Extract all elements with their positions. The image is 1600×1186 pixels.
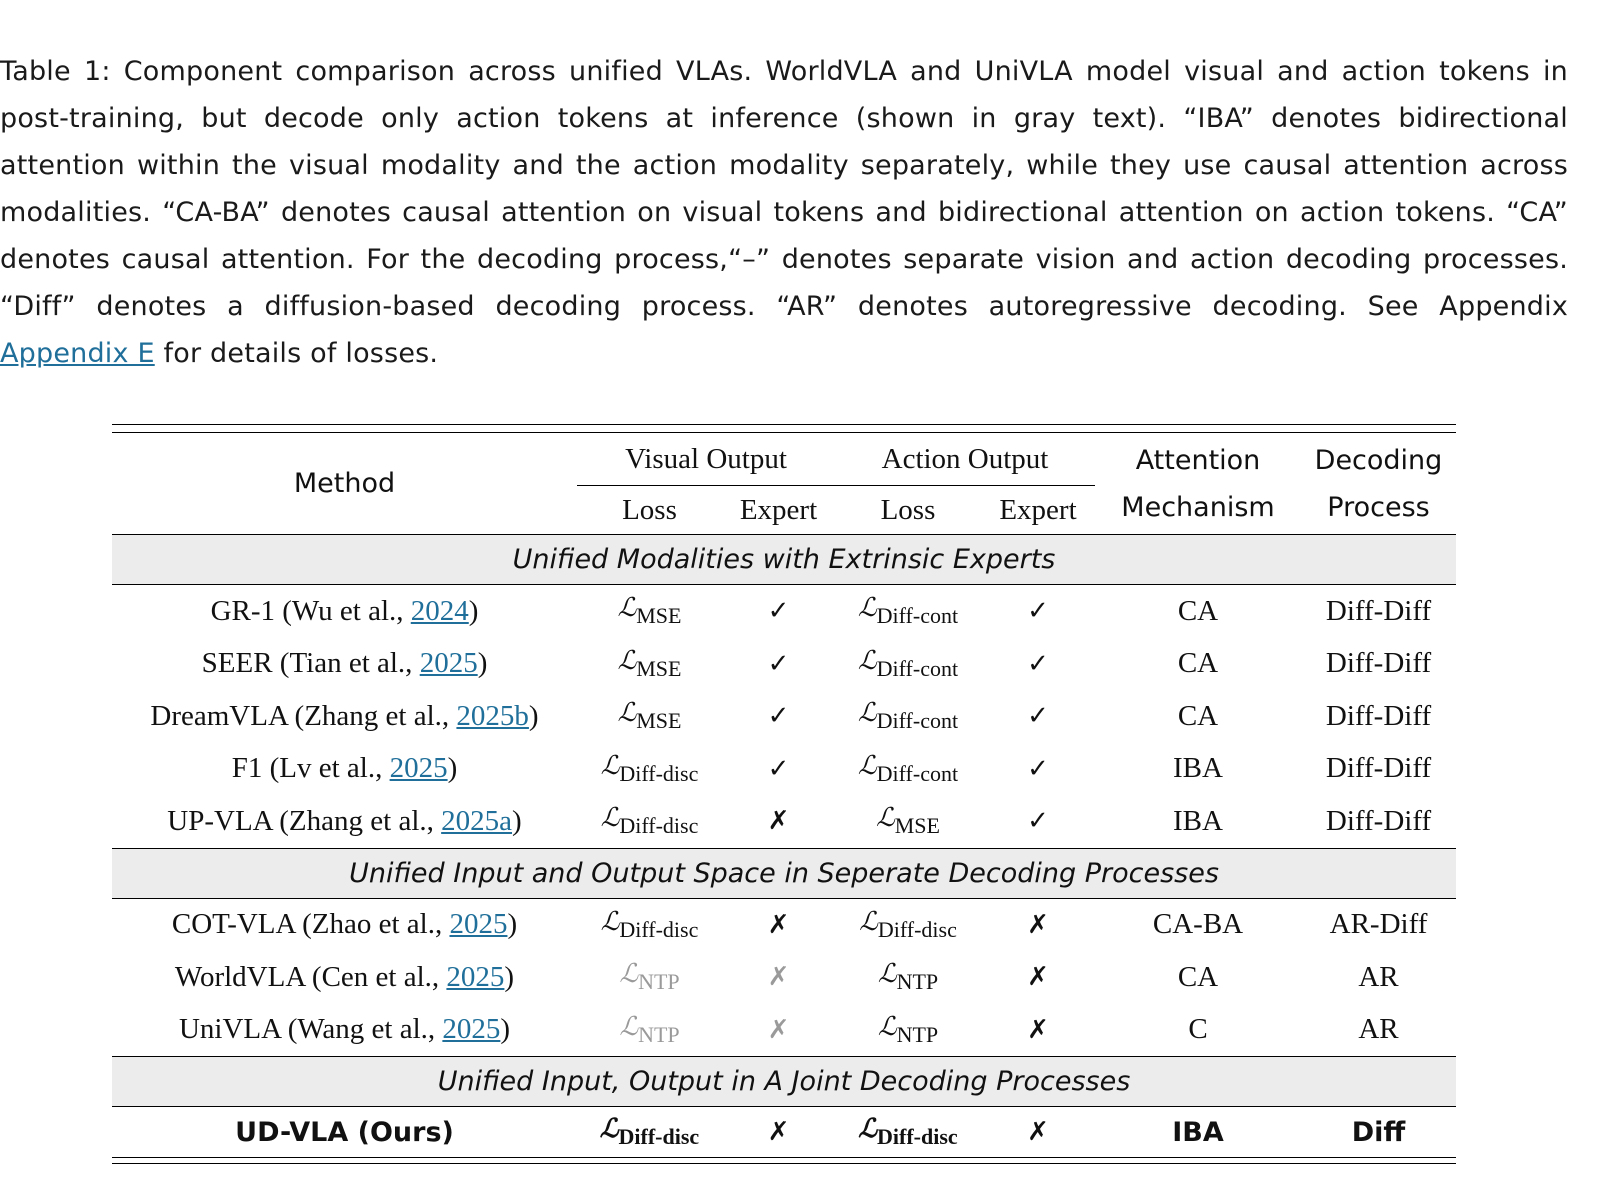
action-expert-cell: ✓ — [1027, 701, 1049, 732]
action-loss-cell-symbol: ℒ$_{MSE}$ — [876, 803, 940, 839]
citation-year-link[interactable]: 2025 — [442, 1013, 501, 1046]
table-row — [112, 1107, 1456, 1158]
header-visual-expert: Expert — [722, 486, 835, 535]
citation-close: ) — [528, 699, 539, 732]
visual-loss-cell-symbol: ℒ$_{NTP}$ — [619, 1011, 680, 1047]
action-loss-cell-subscript: NTP — [896, 1021, 939, 1047]
visual-loss-cell-subscript: MSE — [636, 708, 682, 734]
action-loss-cell-subscript: Diff-disc — [877, 1124, 958, 1149]
action-expert-cell: ✗ — [1027, 909, 1049, 940]
citation-close: ) — [512, 804, 522, 837]
action-loss-cell-symbol: ℒ$_{NTP}$ — [877, 1011, 939, 1047]
header-visual-loss: Loss — [577, 486, 722, 535]
visual-loss-cell-symbol: ℒ$_{MSE}$ — [617, 645, 682, 681]
visual-loss-cell — [577, 951, 722, 1004]
action-loss-cell-symbol: ℒ$_{Diff-disc}$ — [858, 1114, 958, 1149]
action-expert-cell: ✓ — [1027, 753, 1049, 784]
visual-expert-cell: ✗ — [767, 1117, 790, 1147]
citation-close: ) — [468, 594, 479, 627]
attention-cell: CA — [1177, 960, 1219, 993]
action-loss-cell-symbol: ℒ$_{Diff-cont}$ — [857, 698, 959, 734]
citation-year-link[interactable]: 2024 — [410, 594, 469, 627]
visual-loss-cell-symbol: ℒ$_{MSE}$ — [617, 593, 682, 629]
header-decoding — [1301, 433, 1456, 535]
header-attention-line1: Attention — [1135, 444, 1261, 476]
visual-loss-cell-symbol: ℒ$_{Diff-disc}$ — [600, 750, 699, 786]
header-action-loss: Loss — [835, 486, 981, 535]
decoding-cell: Diff-Diff — [1301, 795, 1456, 848]
visual-loss-cell — [577, 898, 722, 951]
citation-close: ) — [500, 1013, 511, 1046]
decoding-cell: Diff-Diff — [1325, 647, 1432, 680]
action-loss-cell-subscript: MSE — [894, 813, 940, 839]
method-cell — [112, 638, 577, 691]
attention-cell: IBA — [1095, 795, 1301, 848]
method-name: SEER (Tian et al., — [201, 647, 420, 680]
table-body — [112, 535, 1456, 1158]
action-loss-cell-subscript: Diff-disc — [877, 916, 957, 942]
visual-loss-cell-subscript: Diff-disc — [619, 813, 699, 839]
action-loss-cell-subscript: NTP — [896, 969, 939, 995]
citation-year-link[interactable]: 2025 — [389, 752, 448, 785]
action-loss-cell — [835, 585, 981, 638]
visual-loss-cell — [577, 638, 722, 691]
decoding-cell: AR — [1358, 960, 1399, 993]
header-attention-line2: Mechanism — [1121, 491, 1275, 523]
header-method: Method — [112, 433, 577, 535]
method-cell — [112, 743, 577, 796]
header-decoding-line2: Process — [1327, 491, 1430, 523]
decoding-cell: Diff-Diff — [1325, 752, 1432, 785]
section-title: Unified Input and Output Space in Seperate Decoding Processes — [112, 848, 1456, 898]
table-row — [112, 690, 1456, 743]
action-loss-cell-symbol: ℒ$_{Diff-cont}$ — [857, 593, 959, 629]
attention-cell: IBA — [1172, 1116, 1224, 1148]
action-loss-cell-subscript: Diff-cont — [876, 603, 959, 629]
method-cell — [112, 795, 577, 848]
action-expert-cell: ✗ — [1027, 962, 1049, 993]
attention-cell: CA-BA — [1152, 908, 1244, 941]
method-name: DreamVLA (Zhang et al., — [150, 699, 457, 732]
visual-loss-cell — [577, 1004, 722, 1057]
action-loss-cell — [835, 743, 981, 796]
method-cell — [112, 1004, 577, 1057]
citation-year-link[interactable]: 2025 — [419, 647, 478, 680]
table-caption — [0, 48, 1568, 377]
action-loss-cell-symbol: ℒ$_{Diff-disc}$ — [859, 906, 957, 942]
method-name: WorldVLA (Cen et al., — [174, 960, 447, 993]
header-visual-output: Visual Output — [577, 433, 835, 486]
visual-loss-cell-symbol: ℒ$_{Diff-disc}$ — [599, 1114, 700, 1149]
citation-close: ) — [447, 752, 458, 785]
visual-loss-cell — [577, 1107, 722, 1158]
action-loss-cell-subscript: Diff-cont — [876, 760, 959, 786]
attention-cell: C — [1095, 1004, 1301, 1057]
header-action-expert: Expert — [981, 486, 1095, 535]
method-name: UniVLA (Wang et al., — [178, 1013, 443, 1046]
decoding-cell: Diff-Diff — [1325, 699, 1432, 732]
section-header-row — [112, 1057, 1456, 1107]
visual-loss-cell-symbol: ℒ$_{Diff-disc}$ — [600, 803, 699, 839]
visual-expert-cell: ✓ — [767, 753, 790, 784]
citation-year-link[interactable]: 2025a — [441, 804, 513, 837]
citation-close: ) — [504, 960, 515, 993]
visual-loss-cell — [577, 690, 722, 743]
table-row — [112, 951, 1456, 1004]
method-name: COT-VLA (Zhao et al., — [171, 908, 450, 941]
table-row — [112, 1004, 1456, 1057]
action-expert-cell: ✓ — [981, 795, 1095, 848]
action-loss-cell — [835, 898, 981, 951]
decoding-cell: Diff-Diff — [1325, 594, 1432, 627]
visual-loss-cell — [577, 795, 722, 848]
section-header-row — [112, 535, 1456, 585]
citation-year-link[interactable]: 2025b — [456, 699, 529, 732]
action-loss-cell — [835, 795, 981, 848]
table-row — [112, 795, 1456, 848]
citation-close: ) — [477, 647, 488, 680]
action-loss-cell — [835, 1107, 981, 1158]
header-row-1 — [112, 433, 1456, 486]
visual-loss-cell-subscript: MSE — [636, 603, 682, 629]
visual-loss-cell-subscript: MSE — [636, 655, 682, 681]
table-top-rule — [112, 425, 1456, 433]
visual-loss-cell-symbol: ℒ$_{Diff-disc}$ — [600, 906, 699, 942]
visual-loss-cell-symbol: ℒ$_{MSE}$ — [617, 698, 682, 734]
method-name: UP-VLA (Zhang et al., — [167, 804, 442, 837]
attention-cell: CA — [1177, 647, 1219, 680]
method-name: GR-1 (Wu et al., — [210, 594, 411, 627]
action-loss-cell-subscript: Diff-cont — [876, 708, 959, 734]
action-expert-cell: ✓ — [1027, 648, 1049, 679]
action-loss-cell — [835, 951, 981, 1004]
visual-loss-cell-symbol: ℒ$_{NTP}$ — [619, 959, 680, 995]
component-comparison-table — [112, 424, 1456, 1164]
citation-year-link[interactable]: 2025 — [446, 960, 505, 993]
attention-cell: IBA — [1173, 752, 1223, 785]
action-loss-cell — [835, 690, 981, 743]
visual-expert-cell: ✗ — [767, 909, 790, 940]
caption-text-end: for details of losses. — [163, 338, 439, 369]
method-cell — [112, 690, 577, 743]
action-loss-cell-symbol: ℒ$_{Diff-cont}$ — [857, 645, 959, 681]
action-expert-cell: ✗ — [1027, 1117, 1049, 1147]
decoding-cell: Diff — [1351, 1116, 1406, 1148]
decoding-cell: AR-Diff — [1329, 908, 1428, 941]
visual-loss-cell-subscript: Diff-disc — [619, 916, 699, 942]
table-row — [112, 638, 1456, 691]
visual-loss-cell-subscript: NTP — [638, 969, 680, 995]
method-cell — [112, 1107, 577, 1158]
action-loss-cell — [835, 1004, 981, 1057]
action-loss-cell-subscript: Diff-cont — [876, 655, 959, 681]
method-name: UD-VLA (Ours) — [235, 1116, 454, 1148]
section-title: Unified Input, Output in A Joint Decoding Processes — [112, 1057, 1456, 1107]
decoding-cell: AR — [1301, 1004, 1456, 1057]
method-name: F1 (Lv et al., — [231, 752, 390, 785]
header-action-output: Action Output — [835, 433, 1095, 486]
appendix-link[interactable]: Appendix E — [0, 338, 155, 369]
attention-cell: CA — [1177, 699, 1219, 732]
visual-loss-cell-subscript: Diff-disc — [618, 1124, 700, 1149]
table-row — [112, 898, 1456, 951]
table-bottom-rule — [112, 1158, 1456, 1164]
visual-expert-cell: ✗ — [722, 795, 835, 848]
table-row — [112, 743, 1456, 796]
visual-loss-cell — [577, 743, 722, 796]
action-loss-cell-symbol: ℒ$_{Diff-cont}$ — [857, 750, 959, 786]
header-attention — [1095, 433, 1301, 535]
method-cell — [112, 898, 577, 951]
caption-text: Component comparison across unified VLAs. WorldVLA and UniVLA model visual and action tokens in post-training, but decode only action tokens at inference (shown in gray text). “IBA” denotes bidirectional attention within the visual modality and the action modality separately, while they use causal attention across modalities. “CA-BA” denotes causal attention on visual tokens and bidirectional attention on action tokens. “CA” denotes causal attention. For the decoding process,“–” denotes separate vision and action decoding processes. “Diff” denotes a diffusion-based decoding process. “AR” denotes autoregressive decoding. See Appendix — [0, 56, 1568, 322]
action-expert-cell: ✗ — [981, 1004, 1095, 1057]
section-title: Unified Modalities with Extrinsic Experts — [112, 535, 1456, 585]
header-decoding-line1: Decoding — [1314, 444, 1443, 476]
action-expert-cell: ✓ — [1027, 596, 1049, 627]
citation-year-link[interactable]: 2025 — [449, 908, 508, 941]
visual-loss-cell-subscript: NTP — [638, 1021, 680, 1047]
visual-expert-cell: ✗ — [767, 962, 790, 993]
visual-loss-cell-subscript: Diff-disc — [619, 760, 699, 786]
method-cell — [112, 585, 577, 638]
visual-expert-cell: ✓ — [767, 648, 790, 679]
action-loss-cell-symbol: ℒ$_{NTP}$ — [877, 959, 939, 995]
visual-expert-cell: ✗ — [722, 1004, 835, 1057]
action-loss-cell — [835, 638, 981, 691]
section-header-row — [112, 848, 1456, 898]
citation-close: ) — [507, 908, 518, 941]
visual-loss-cell — [577, 585, 722, 638]
caption-label: Table 1: — [0, 56, 111, 87]
visual-expert-cell: ✓ — [767, 701, 790, 732]
table-row — [112, 585, 1456, 638]
attention-cell: CA — [1177, 594, 1219, 627]
method-cell — [112, 951, 577, 1004]
visual-expert-cell: ✓ — [767, 596, 790, 627]
